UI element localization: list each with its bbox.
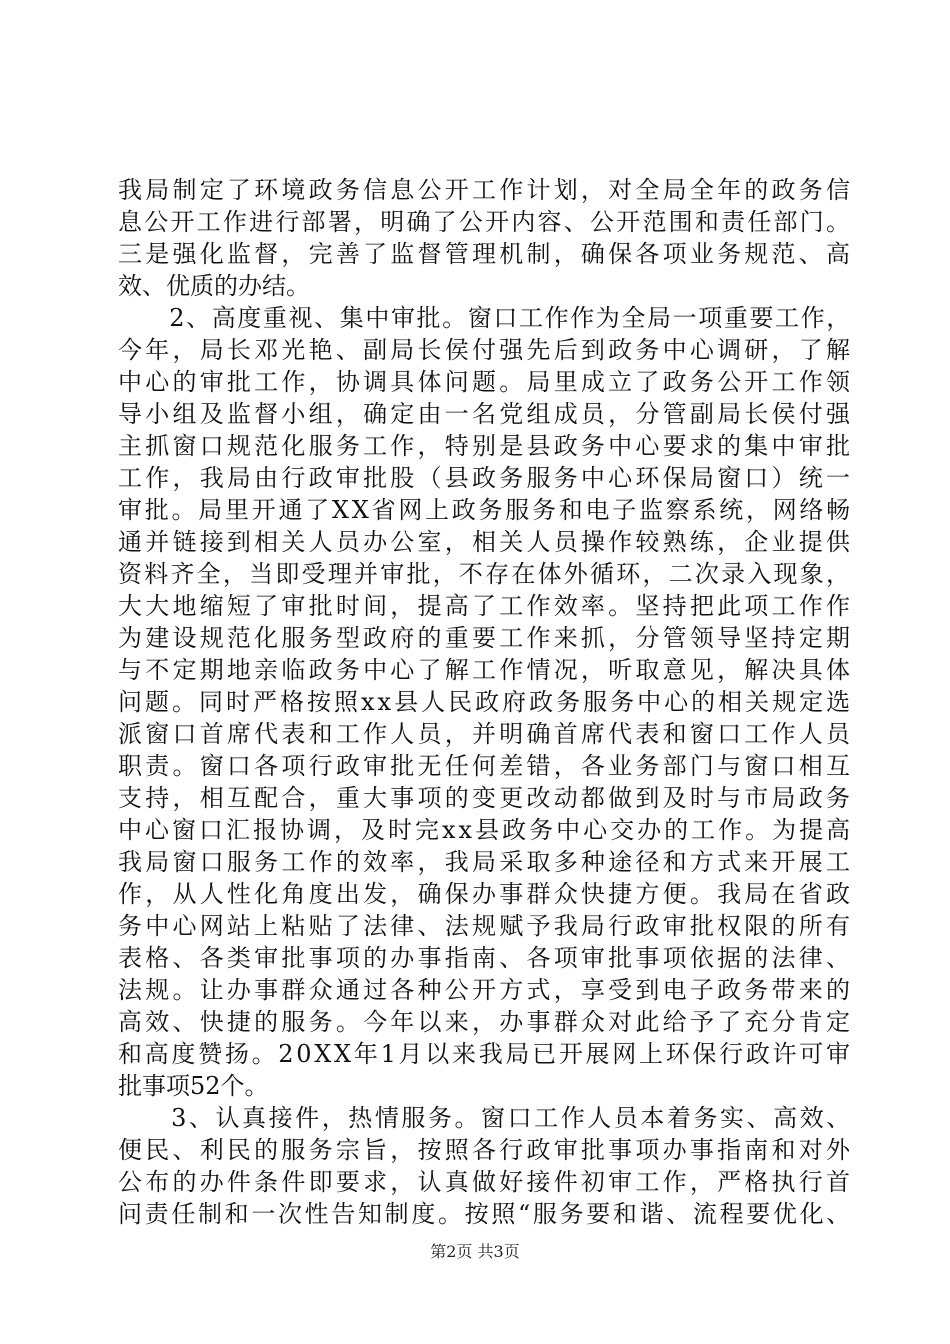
text-line: 为建设规范化服务型政府的重要工作来抓，分管领导坚持定期 [118,624,854,652]
text-line: 问责任制和一次性告知制度。按照“服务要和谐、流程要优化、 [118,1200,853,1228]
text-line: 支持，相互配合，重大事项的变更改动都做到及时与市局政务 [118,784,854,812]
text-line: 导小组及监督小组，确定由一名党组成员，分管副局长侯付强 [118,400,854,428]
text-line: 高效、快捷的服务。今年以来，办事群众对此给予了充分肯定 [118,1008,854,1036]
text-line: 主抓窗口规范化服务工作，特别是县政务中心要求的集中审批 [118,432,854,460]
text-line: 批事项52个。 [118,1072,269,1100]
text-line: 审批。局里开通了XX省网上政务服务和电子监察系统，网络畅 [118,496,853,524]
text-line: 2、高度重视、集中审批。窗口工作作为全局一项重要工作， [118,304,852,332]
text-line: 表格、各类审批事项的办事指南、各项审批事项依据的法律、 [118,944,854,972]
text-line: 3、认真接件，热情服务。窗口工作人员本着务实、高效、 [118,1104,853,1132]
text-line: 效、优质的办结。 [118,272,310,300]
text-line: 大大地缩短了审批时间，提高了工作效率。坚持把此项工作作 [118,592,854,620]
text-line: 中心窗口汇报协调，及时完xx县政务中心交办的工作。为提高 [118,816,854,844]
text-line: 息公开工作进行部署，明确了公开内容、公开范围和责任部门。 [118,208,853,236]
text-line: 中心的审批工作，协调具体问题。局里成立了政务公开工作领 [118,368,854,396]
text-line: 职责。窗口各项行政审批无任何差错，各业务部门与窗口相互 [118,752,854,780]
text-line: 作，从人性化角度出发，确保办事群众快捷方便。我局在省政 [118,880,854,908]
text-line: 我局窗口服务工作的效率，我局采取多种途径和方式来开展工 [118,848,854,876]
text-line: 便民、利民的服务宗旨，按照各行政审批事项办事指南和对外 [118,1136,854,1164]
text-line: 公布的办件条件即要求，认真做好接件初审工作，严格执行首 [118,1168,854,1196]
body-text [118,174,854,1230]
page-footer: 第2页 共3页 [430,1242,520,1261]
text-line: 我局制定了环境政务信息公开工作计划，对全局全年的政务信 [118,176,854,204]
text-line: 务中心网站上粘贴了法律、法规赋予我局行政审批权限的所有 [118,912,854,940]
text-line: 通并链接到相关人员办公室，相关人员操作较熟练，企业提供 [118,528,854,556]
text-line: 资料齐全，当即受理并审批，不存在体外循环，二次录入现象， [118,560,853,588]
text-line: 工作，我局由行政审批股（县政务服务中心环保局窗口）统一 [118,464,854,492]
text-line: 派窗口首席代表和工作人员，并明确首席代表和窗口工作人员 [118,720,854,748]
text-line: 问题。同时严格按照xx县人民政府政务服务中心的相关规定选 [118,688,854,716]
text-line: 法规。让办事群众通过各种公开方式，享受到电子政务带来的 [118,976,854,1004]
text-line: 今年，局长邓光艳、副局长侯付强先后到政务中心调研，了解 [118,336,854,364]
text-line: 与不定期地亲临政务中心了解工作情况，听取意见，解决具体 [118,656,854,684]
text-line: 三是强化监督，完善了监督管理机制，确保各项业务规范、高 [118,240,854,268]
text-line: 和高度赞扬。20XX年1月以来我局已开展网上环保行政许可审 [118,1040,853,1068]
